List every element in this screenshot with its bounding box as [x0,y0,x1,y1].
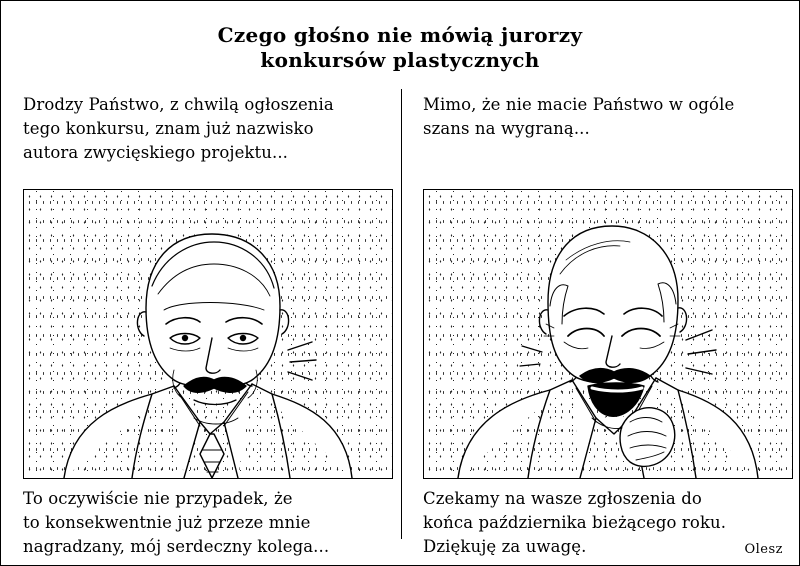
panel-left-caption-top [23,93,395,189]
caption-line: To oczywiście nie przypadek, że [23,489,293,508]
caption-line: nagradzany, mój serdeczny kolega... [23,537,330,556]
page-title-line-2: konkursów plastycznych [260,48,540,72]
caption-line: Mimo, że nie macie Państwo w ogóle [423,95,735,114]
caption-line: to konsekwentnie już przeze mnie [23,513,311,532]
portrait-laughing-man [424,190,792,478]
panel-right-illustration [423,189,793,479]
caption-line: tego konkursu, znam już nazwisko [23,119,314,138]
caption-line: Dziękuję za uwagę. [423,537,587,556]
panel-left [23,93,395,559]
caption-line: szans na wygraną... [423,119,590,138]
caption-line: Drodzy Państwo, z chwilą ogłoszenia [23,95,334,114]
artist-signature: Olesz [744,542,783,557]
page-title [1,1,799,73]
portrait-mustached-man [24,190,392,478]
panel-left-illustration [23,189,393,479]
panel-left-caption-bottom [23,487,395,559]
panel-right [423,93,795,559]
caption-line: Czekamy na wasze zgłoszenia do [423,489,702,508]
page-title-line-1: Czego głośno nie mówią jurorzy [217,23,583,47]
caption-line: końca października bieżącego roku. [423,513,727,532]
panel-right-caption-top [423,93,795,189]
caption-line: autora zwycięskiego projektu... [23,143,289,162]
panel-right-caption-bottom [423,487,795,559]
panel-divider [401,89,402,539]
